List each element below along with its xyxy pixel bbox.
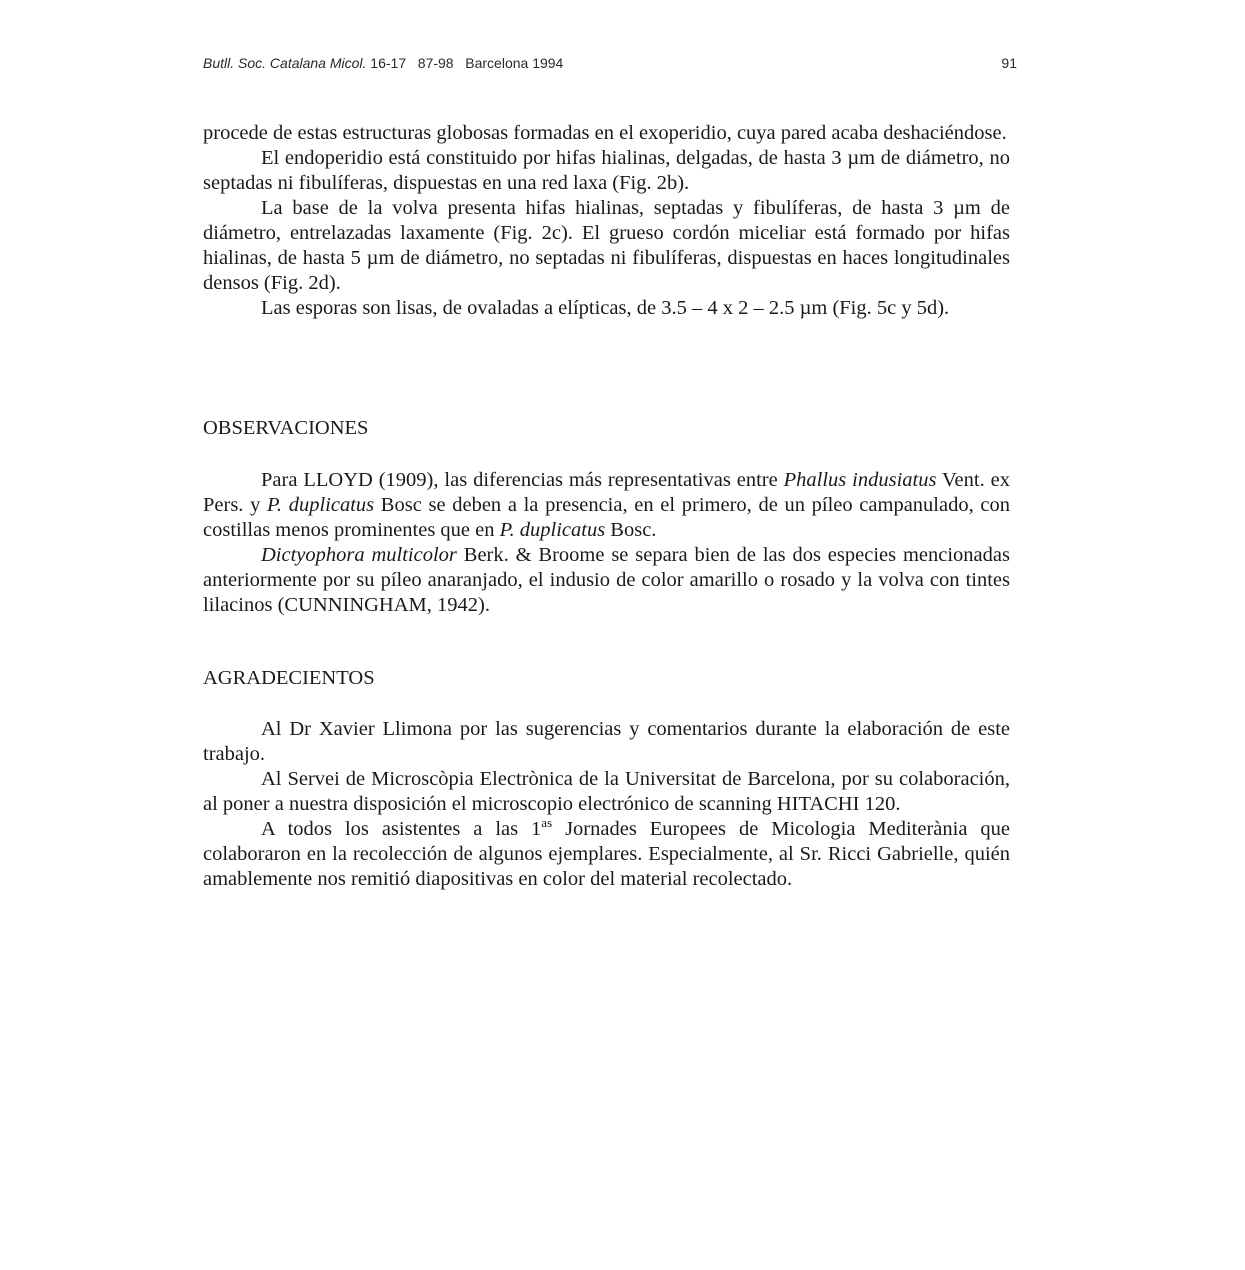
species-name: P. duplicatus: [267, 494, 375, 516]
text-run: A todos los asistentes a las 1: [261, 818, 542, 840]
journal-volume: 16-17: [370, 55, 407, 71]
text-run: Jornades Europees de Micologia Mediterània que colaboraron en la recolección de algunos ejemplares. Especialmente, al Sr. Ricci Gabrielle, quién amablemente nos remitió diapositivas en color del material recolectado.: [203, 818, 1010, 890]
paragraph: Las esporas son lisas, de ovaladas a elípticas, de 3.5 – 4 x 2 – 2.5 µm (Fig. 5c y 5d).: [261, 297, 950, 319]
journal-pages: 87-98: [417, 55, 454, 71]
journal-title: Butll. Soc. Catalana Micol.: [203, 55, 367, 71]
paragraph: [203, 543, 1010, 618]
text-run: Bosc se deben a la presencia, en el primero, de un píleo campanulado, con costillas menos prominentes que en: [203, 494, 1010, 541]
paragraph: Al Servei de Microscòpia Electrònica de la Universitat de Barcelona, por su colaboración, al poner a nuestra disposición el microscopio electrónico de scanning HITACHI 120.: [203, 768, 1010, 815]
superscript: as: [541, 815, 553, 831]
running-header: [203, 55, 1017, 75]
species-name: P. duplicatus: [499, 519, 606, 541]
paragraph: [203, 817, 1010, 892]
text-run: Berk. & Broome se separa bien de las dos especies mencionadas anteriormente por su píleo anaranjado, el indusio de color amarillo o rosado y la volva con tintes lilacinos (CUNNINGHAM, 1942).: [203, 544, 1010, 616]
species-name: Phallus indusiatus: [783, 469, 937, 491]
text-run: Bosc.: [605, 519, 657, 541]
observaciones-section: [203, 468, 1010, 618]
agradecientos-section: [203, 717, 1010, 892]
paragraph: La base de la volva presenta hifas hialinas, septadas y fibulíferas, de hasta 3 µm de diámetro, entrelazadas laxamente (Fig. 2c). El grueso cordón miceliar está formado por hifas hialinas, de hasta 5 µm de diámetro, no septadas ni fibulíferas, dispuestas en haces longitudinales densos (Fig. 2d).: [203, 197, 1010, 294]
paragraph: [203, 468, 1010, 543]
section-heading-observaciones: OBSERVACIONES: [203, 417, 369, 439]
species-name: Dictyophora multicolor: [261, 544, 457, 566]
text-run: Vent. ex Pers. y: [203, 469, 1010, 516]
paragraph: procede de estas estructuras globosas formadas en el exoperidio, cuya pared acaba deshaciéndose.: [203, 122, 1007, 144]
text-run: Para LLOYD (1909), las diferencias más representativas entre: [261, 469, 784, 491]
paragraph: El endoperidio está constituido por hifas hialinas, delgadas, de hasta 3 µm de diámetro, no septadas ni fibulíferas, dispuestas en una red laxa (Fig. 2b).: [203, 147, 1010, 194]
page-number: 91: [1001, 55, 1017, 71]
description-continuation: [203, 121, 1010, 321]
paragraph: Al Dr Xavier Llimona por las sugerencias y comentarios durante la elaboración de este trabajo.: [203, 718, 1010, 765]
journal-place-year: Barcelona 1994: [465, 55, 564, 71]
section-heading-agradecientos: AGRADECIENTOS: [203, 667, 375, 689]
